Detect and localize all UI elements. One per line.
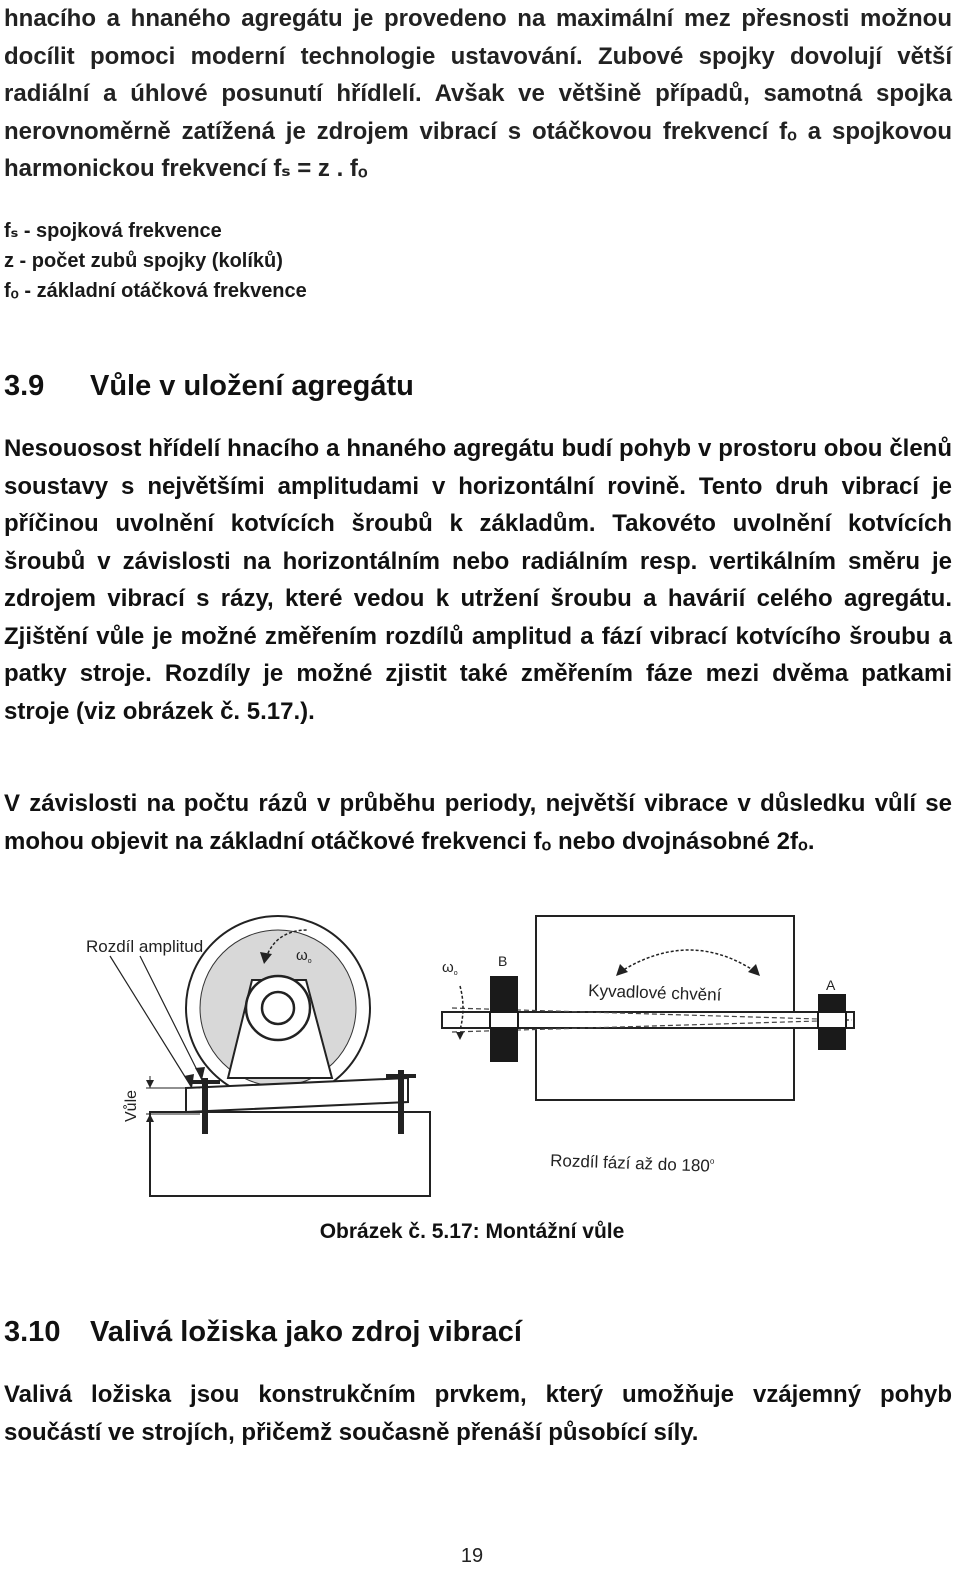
bolt-head-left	[190, 1080, 220, 1084]
phase-degree: o	[709, 1156, 715, 1166]
pendulum-label: Kyvadlové chvění	[587, 981, 722, 1005]
section-3-9-paragraph-2: V závislosti na počtu rázů v průběhu periody, největší vibrace v důsledku vůlí se mohou objevit na základní otáčkové frekvenci fₒ nebo dvojnásobné 2fₒ.	[4, 790, 952, 855]
omega-subscript-right: o	[453, 970, 458, 977]
definition-item: z - počet zubů spojky (kolíků)	[4, 250, 283, 272]
foundation-block	[150, 1112, 430, 1196]
amplitude-pointer-1	[110, 956, 192, 1088]
clearance-arrowhead-top	[146, 1080, 154, 1088]
machine-body	[536, 916, 794, 1100]
section-number: 3.9	[4, 370, 45, 402]
section-number: 3.10	[4, 1316, 61, 1348]
figure-mounting-clearance	[80, 908, 880, 1198]
anchor-bolt-left	[202, 1078, 208, 1134]
section-3-10-paragraph-1: Valivá ložiska jsou konstrukčním prvkem, který umožňuje vzájemný pohyb součástí ve strojích, přičemž současně přenáší působící síly.	[4, 1381, 952, 1446]
section-title: Valivá ložiska jako zdroj vibrací	[90, 1316, 522, 1348]
definition-item: fₛ - spojková frekvence	[4, 220, 222, 242]
omega-symbol-right: ω	[442, 959, 454, 976]
phase-text: Rozdíl fází až do 180	[549, 1151, 711, 1176]
phase-label	[550, 1151, 715, 1176]
omega-symbol-left: ω	[296, 947, 308, 964]
hub-inner	[262, 992, 294, 1024]
page-number: 19	[460, 1545, 484, 1567]
rotation-arrowhead-right	[456, 1032, 464, 1040]
label-a: A	[826, 977, 836, 993]
section-3-9-paragraph-1: Nesouosost hřídelí hnacího a hnaného agregátu budí pohyb v prostoru obou členů soustavy s největšími amplitudami v horizontální rovině. Tento druh vibrací je příčinou uvolnění kotvících šroubů k základům. Takovéto uvolnění kotvících šroubů v závislosti na horizontálním nebo radiálním resp. vertikálním směru je zdrojem vibrací s rázy, které vedou k utržení šroubu a havárií celého agregátu. Zjištění vůle je možné změřením rozdílů amplitud a fází vibrací kotvícího šroubu a patky stroje. Rozdíly je možné zjistit také změřením fáze mezi dvěma patkami stroje (viz obrázek č. 5.17.).	[4, 435, 952, 725]
bearing-b-gap	[490, 1012, 518, 1028]
amplitude-label: Rozdíl amplitud	[86, 937, 204, 956]
top-paragraph: hnacího a hnaného agregátu je provedeno na maximální mez přesnosti možnou docílit pomoci moderní technologie ustavování. Zubové spojky dovolují větší radiální a úhlové posunutí hřídlelí. Avšak ve většině případů, samotná spojka nerovnoměrně zatížená je zdrojem vibrací s otáčkovou frekvencí fₒ a spojkovou harmonickou frekvencí fₛ = z . fₒ	[4, 5, 952, 182]
clearance-label: Vůle	[123, 1089, 140, 1122]
amplitude-arrowhead-1	[184, 1074, 194, 1088]
anchor-bolt-right	[398, 1070, 404, 1134]
figure-caption: Obrázek č. 5.17: Montážní vůle	[319, 1220, 625, 1243]
section-title: Vůle v uložení agregátu	[90, 370, 414, 402]
section-heading-3-9	[4, 370, 414, 403]
definition-list	[4, 216, 307, 306]
bolt-head-right	[386, 1074, 416, 1078]
section-heading-3-10	[4, 1316, 522, 1349]
omega-label-right	[442, 959, 458, 977]
figure-diagram	[80, 908, 880, 1198]
definition-item: fₒ - základní otáčková frekvence	[4, 280, 307, 302]
omega-subscript-left: o	[307, 958, 312, 965]
label-b: B	[498, 953, 508, 969]
bearing-a-gap	[818, 1012, 846, 1028]
